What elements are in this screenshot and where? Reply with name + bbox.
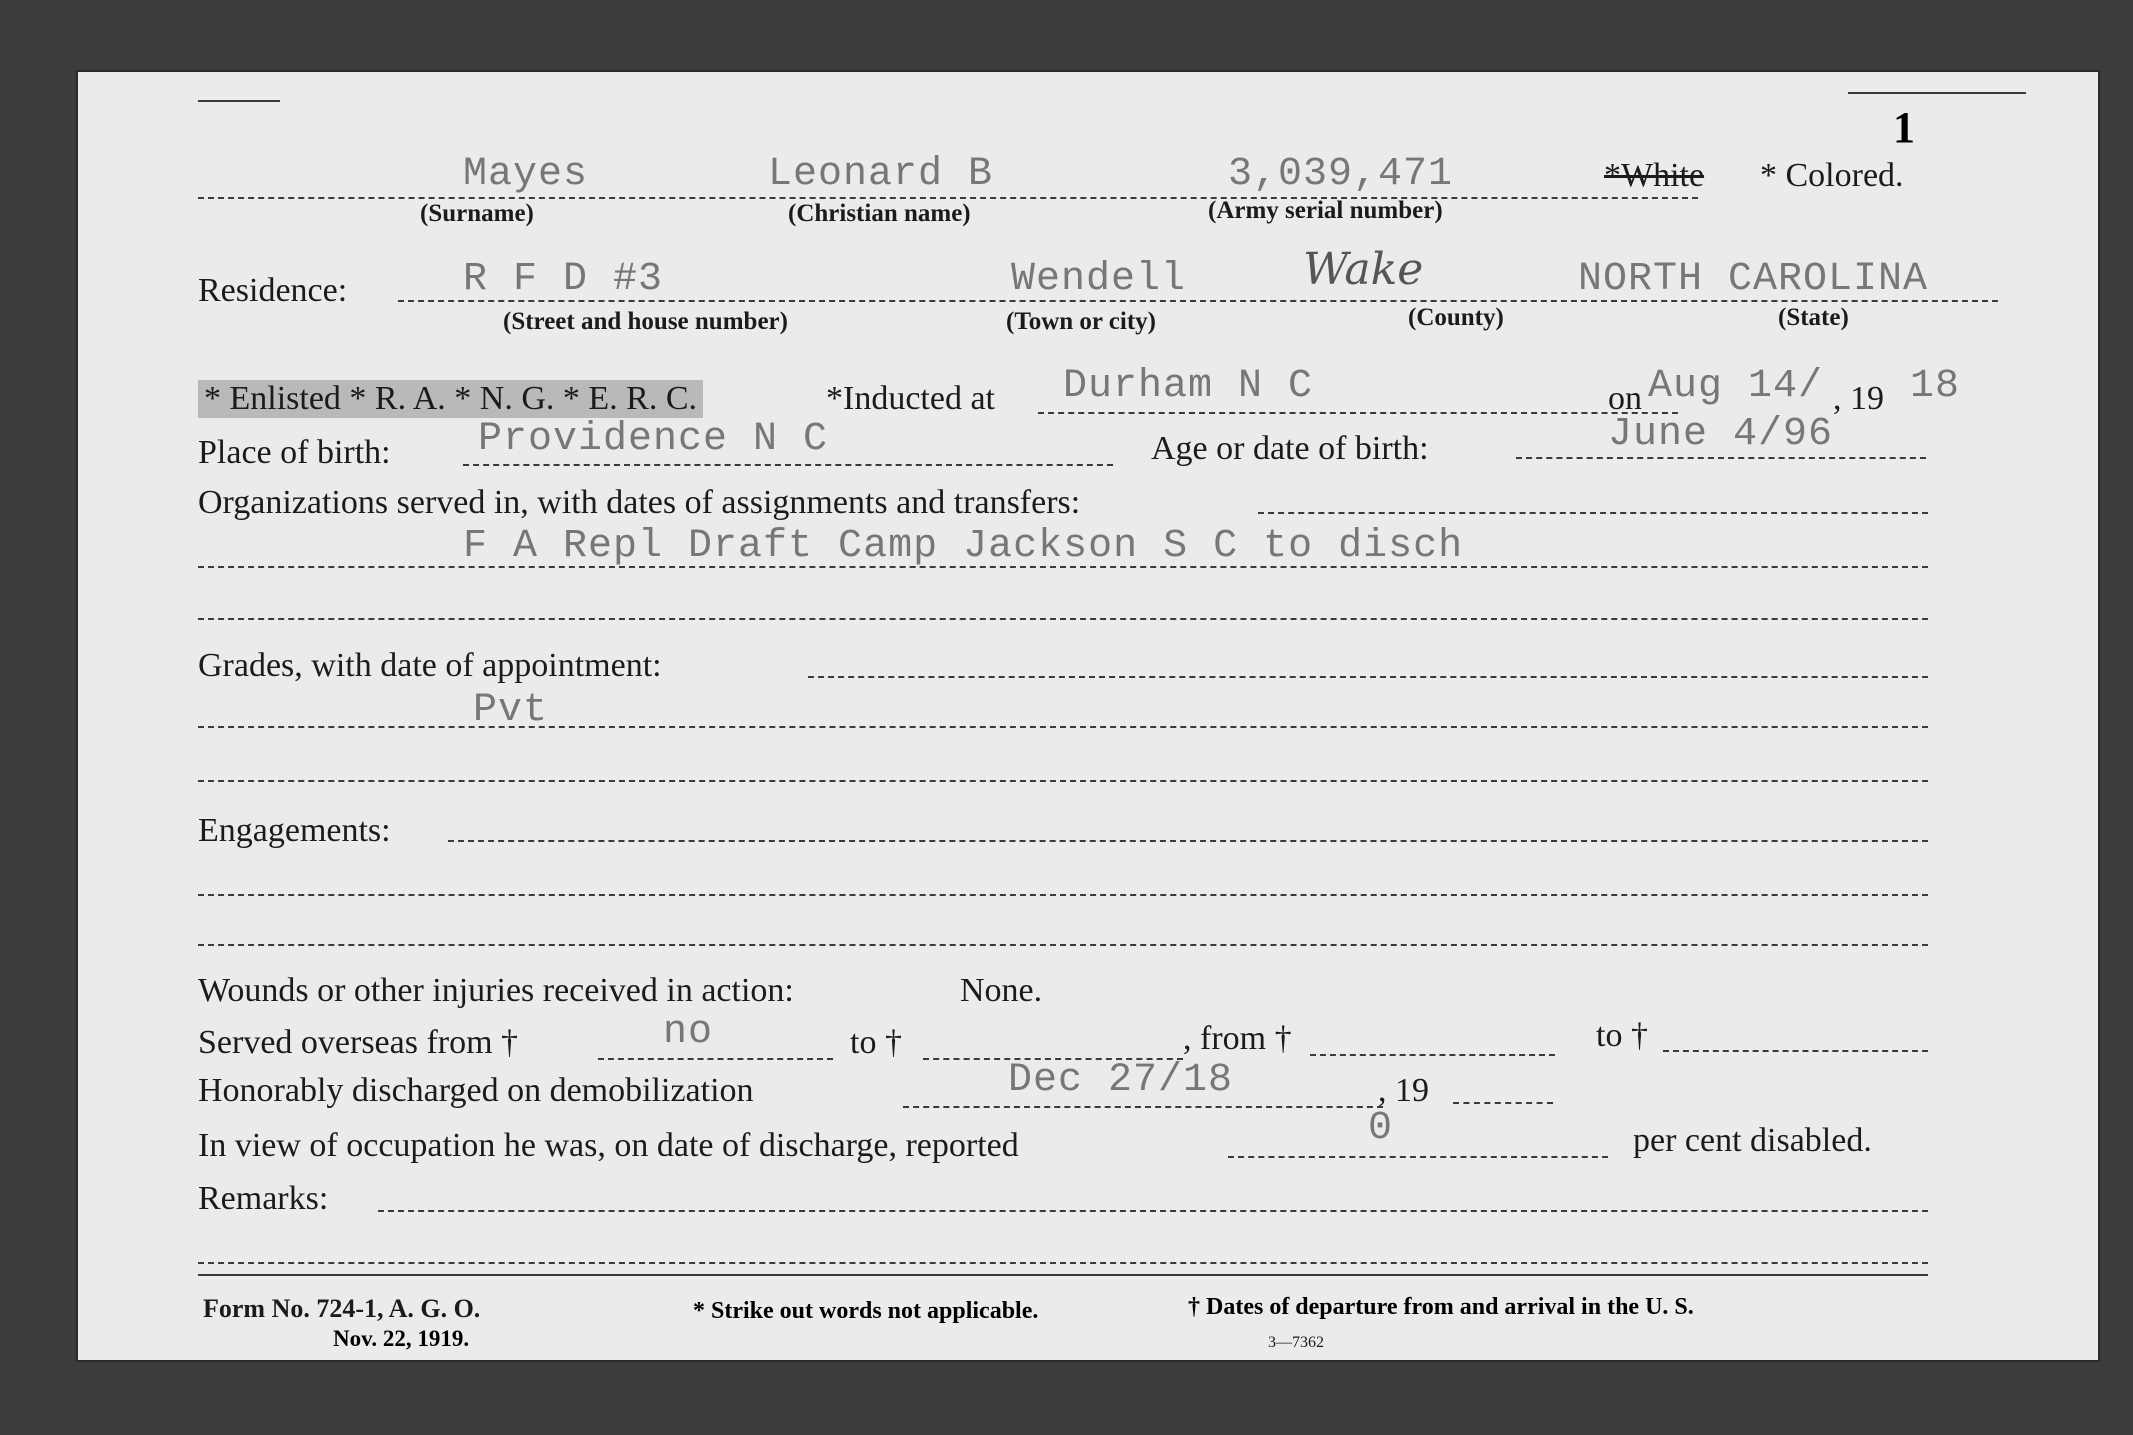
to-label: to † bbox=[850, 1024, 902, 1061]
birthdate-line bbox=[1516, 457, 1926, 459]
enlisted-label: * Enlisted * R. A. * N. G. * E. R. C. bbox=[198, 380, 703, 418]
disabled-label: In view of occupation he was, on date of discharge, reported bbox=[198, 1127, 1019, 1164]
county-value: Wake bbox=[1303, 244, 1424, 295]
engagements-line-3 bbox=[198, 944, 1928, 946]
caption-street: (Street and house number) bbox=[503, 308, 788, 335]
birth-date-value: June 4/96 bbox=[1608, 412, 1834, 457]
caption-christian: (Christian name) bbox=[788, 200, 971, 227]
birthplace-value: Providence N C bbox=[478, 417, 829, 462]
christian-name-value: Leonard B bbox=[768, 152, 994, 197]
age-label: Age or date of birth: bbox=[1151, 430, 1429, 467]
orgs-value: F A Repl Draft Camp Jackson S C to disch bbox=[463, 524, 1464, 569]
remarks-line-2 bbox=[198, 1262, 1928, 1264]
discharge-year-line bbox=[1453, 1102, 1553, 1104]
grade-value: Pvt bbox=[473, 688, 549, 733]
inducted-place-value: Durham N C bbox=[1063, 364, 1314, 409]
remarks-label: Remarks: bbox=[198, 1180, 329, 1217]
serial-value: 3,039,471 bbox=[1228, 152, 1454, 197]
inducted-label: *Inducted at bbox=[826, 380, 995, 417]
disabled-line bbox=[1228, 1156, 1608, 1158]
grades-line-1 bbox=[808, 676, 1928, 678]
caption-serial: (Army serial number) bbox=[1208, 197, 1443, 224]
engagements-label: Engagements: bbox=[198, 812, 391, 849]
disabled-value: 0 bbox=[1368, 1106, 1394, 1151]
orgs-line-1 bbox=[1258, 512, 1928, 514]
caption-state: (State) bbox=[1778, 304, 1849, 331]
race-white: *White bbox=[1604, 157, 1705, 194]
inducted-date-value: Aug 14/ bbox=[1648, 364, 1824, 409]
name-line bbox=[198, 197, 1698, 199]
overseas-value: no bbox=[663, 1010, 714, 1055]
state-value: NORTH CAROLINA bbox=[1578, 257, 1929, 302]
number-rule bbox=[1848, 92, 2026, 94]
overseas-label: Served overseas from † bbox=[198, 1024, 519, 1061]
grades-line-2 bbox=[198, 726, 1928, 728]
remarks-line-1 bbox=[378, 1210, 1928, 1212]
top-rule bbox=[198, 100, 280, 102]
footer-rule bbox=[198, 1274, 1928, 1276]
caption-surname: (Surname) bbox=[420, 200, 534, 227]
on-label: on bbox=[1608, 380, 1642, 417]
surname-value: Mayes bbox=[463, 152, 589, 197]
orgs-label: Organizations served in, with dates of assignments and transfers: bbox=[198, 484, 1081, 521]
wounds-label: Wounds or other injuries received in action: bbox=[198, 972, 794, 1009]
caption-town: (Town or city) bbox=[1006, 308, 1156, 335]
race-colored: * Colored. bbox=[1760, 157, 1904, 194]
residence-label: Residence: bbox=[198, 272, 348, 309]
birthplace-line bbox=[463, 464, 1113, 466]
form-number: Form No. 724-1, A. G. O. bbox=[203, 1294, 481, 1323]
strike-note: * Strike out words not applicable. bbox=[693, 1298, 1039, 1324]
residence-line bbox=[398, 300, 1998, 302]
wounds-value: None. bbox=[960, 972, 1043, 1009]
form-date: Nov. 22, 1919. bbox=[333, 1326, 470, 1351]
inducted-line bbox=[1038, 412, 1678, 414]
overseas-line-3 bbox=[1310, 1054, 1555, 1056]
dates-note: † Dates of departure from and arrival in the U. S. bbox=[1188, 1294, 1694, 1320]
grades-line-3 bbox=[198, 780, 1928, 782]
orgs-line-2 bbox=[198, 566, 1928, 568]
overseas-line-1 bbox=[598, 1058, 833, 1060]
orgs-line-3 bbox=[198, 618, 1928, 620]
town-value: Wendell bbox=[1011, 257, 1187, 302]
discharge-date-value: Dec 27/18 bbox=[1008, 1058, 1234, 1103]
year-prefix: , 19 bbox=[1833, 380, 1884, 417]
caption-county: (County) bbox=[1408, 304, 1504, 331]
grades-label: Grades, with date of appointment: bbox=[198, 647, 662, 684]
discharge-line bbox=[903, 1106, 1383, 1108]
service-record-card bbox=[78, 72, 2098, 1360]
disabled-suffix: per cent disabled. bbox=[1633, 1122, 1872, 1159]
overseas-line-4 bbox=[1663, 1050, 1928, 1052]
from-label: , from † bbox=[1183, 1020, 1292, 1057]
birthplace-label: Place of birth: bbox=[198, 434, 391, 471]
engagements-line-2 bbox=[198, 894, 1928, 896]
discharged-label: Honorably discharged on demobilization bbox=[198, 1072, 754, 1109]
to2-label: to † bbox=[1596, 1017, 1648, 1054]
card-number: 1 bbox=[1893, 103, 1915, 152]
print-code: 3—7362 bbox=[1268, 1334, 1324, 1351]
street-value: R F D #3 bbox=[463, 257, 664, 302]
engagements-line-1 bbox=[448, 840, 1928, 842]
year-suffix-value: 18 bbox=[1910, 364, 1961, 409]
discharge-year: , 19 bbox=[1378, 1072, 1429, 1109]
